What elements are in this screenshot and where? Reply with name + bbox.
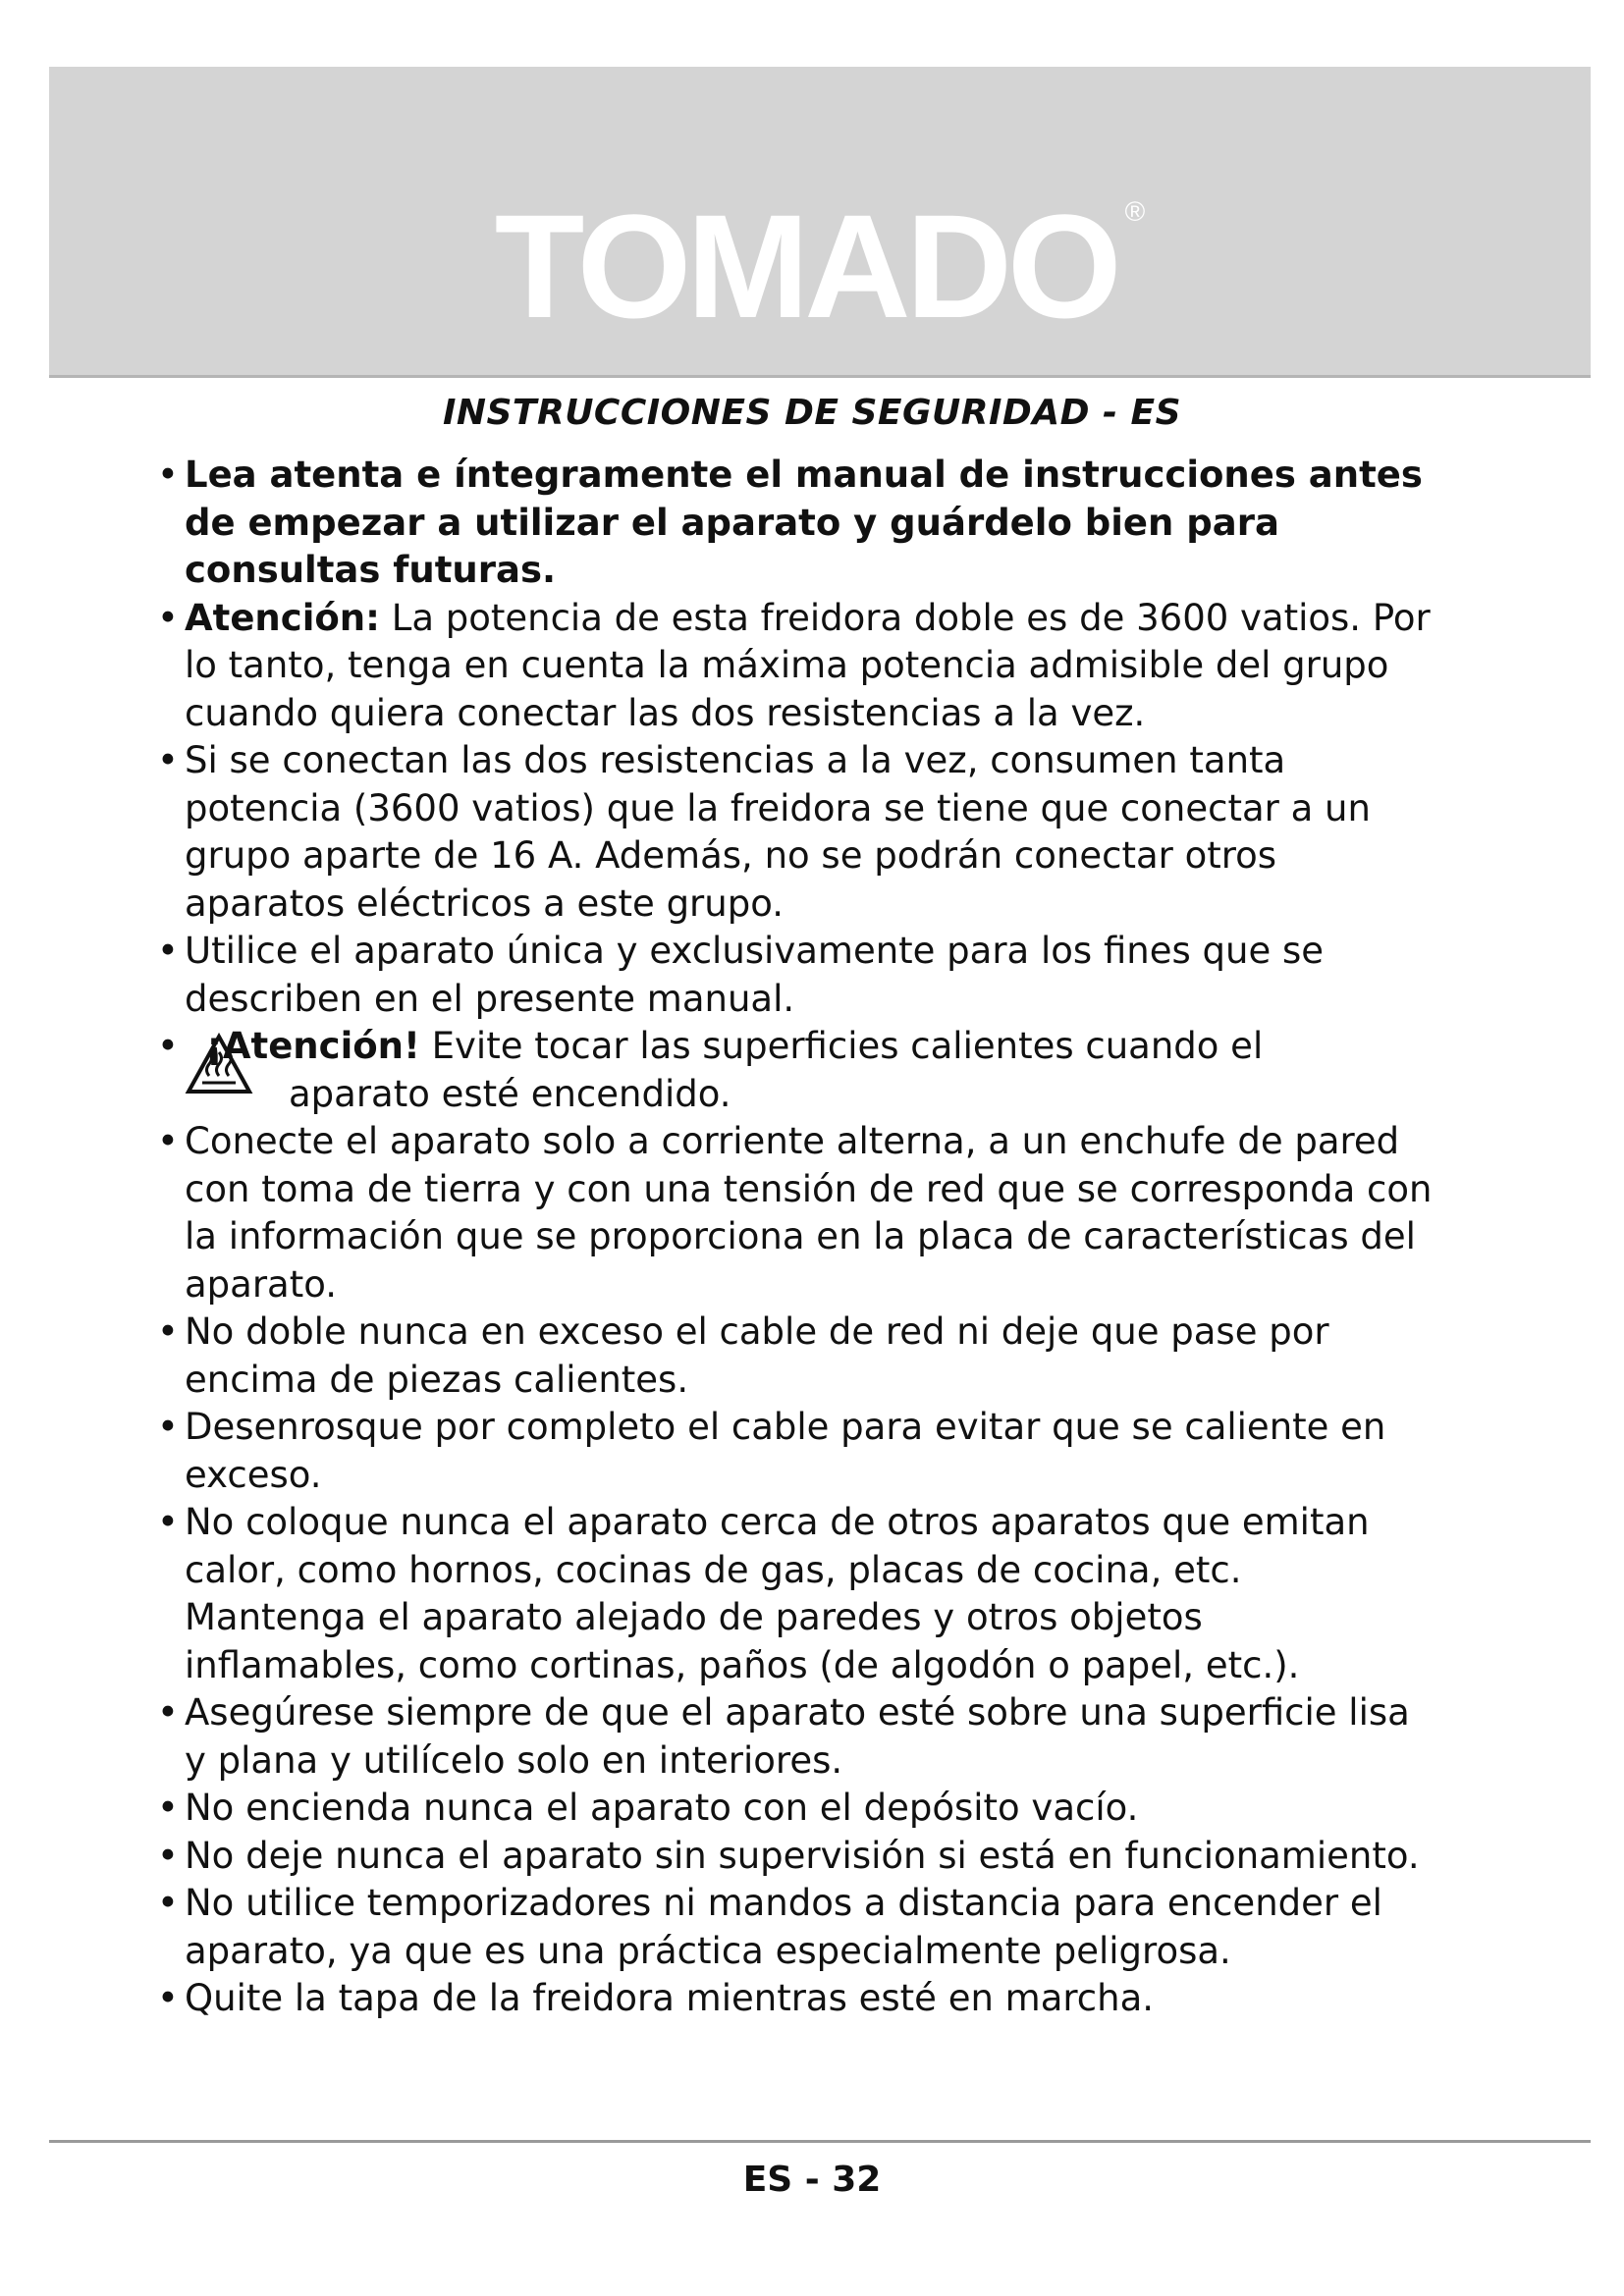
list-item: • Si se conectan las dos resistencias a la vez, consumen tanta potencia (3600 vatios) que la freidora se tiene que conectar a un grupo aparte de 16 A. Además, no se podrán conectar otros aparatos eléctricos a este grupo. [157, 737, 1434, 928]
list-item: • No doble nunca en exceso el cable de red ni deje que pase por encima de piezas calientes. [157, 1308, 1434, 1404]
logo-text: TOMADO [494, 184, 1117, 348]
list-item: • Quite la tapa de la freidora mientras esté en marcha. [157, 1975, 1434, 2023]
list-item: • No utilice temporizadores ni mandos a distancia para encender el aparato, ya que es una práctica especialmente peligrosa. [157, 1880, 1434, 1975]
list-item: • Atención: La potencia de esta freidora doble es de 3600 vatios. Por lo tanto, tenga en cuenta la máxima potencia admisible del grupo cuando quiera conectar las dos resistencias a la vez. [157, 595, 1434, 738]
list-item: • Conecte el aparato solo a corriente alterna, a un enchufe de pared con toma de tierra y con una tensión de red que se corresponda con la información que se proporciona en la placa de características del aparato. [157, 1118, 1434, 1308]
section-title: INSTRUCCIONES DE SEGURIDAD - ES [442, 393, 1182, 433]
list-item: • Asegúrese siempre de que el aparato esté sobre una superficie lisa y plana y utilícelo solo en interiores. [157, 1689, 1434, 1785]
safety-instructions-list [157, 452, 1434, 2023]
header-band [49, 67, 1591, 378]
footer-divider [49, 2140, 1591, 2143]
list-item: • No deje nunca el aparato sin supervisión si está en funcionamiento. [157, 1833, 1434, 1881]
list-item: • Lea atenta e íntegramente el manual de instrucciones antes de empezar a utilizar el aparato y guárdelo bien para consultas futuras. [157, 452, 1434, 595]
registered-mark: ® [1124, 196, 1146, 227]
list-item-warning: • ¡Atención! Evite tocar las superficies calientes cuando el aparato esté encendido. [157, 1023, 1434, 1118]
page-number: ES - 32 [742, 2160, 882, 2200]
brand-logo [49, 184, 1591, 348]
list-item: • Desenrosque por completo el cable para evitar que se caliente en exceso. [157, 1404, 1434, 1499]
list-item: • Utilice el aparato única y exclusivamente para los fines que se describen en el presente manual. [157, 928, 1434, 1023]
hot-surface-warning-icon [185, 1033, 253, 1095]
list-item: • No encienda nunca el aparato con el depósito vacío. [157, 1785, 1434, 1833]
list-item: • No coloque nunca el aparato cerca de otros aparatos que emitan calor, como hornos, cocinas de gas, placas de cocina, etc. Mantenga el aparato alejado de paredes y otros objetos inflamables, como cortinas, paños (de algodón o papel, etc.). [157, 1499, 1434, 1689]
